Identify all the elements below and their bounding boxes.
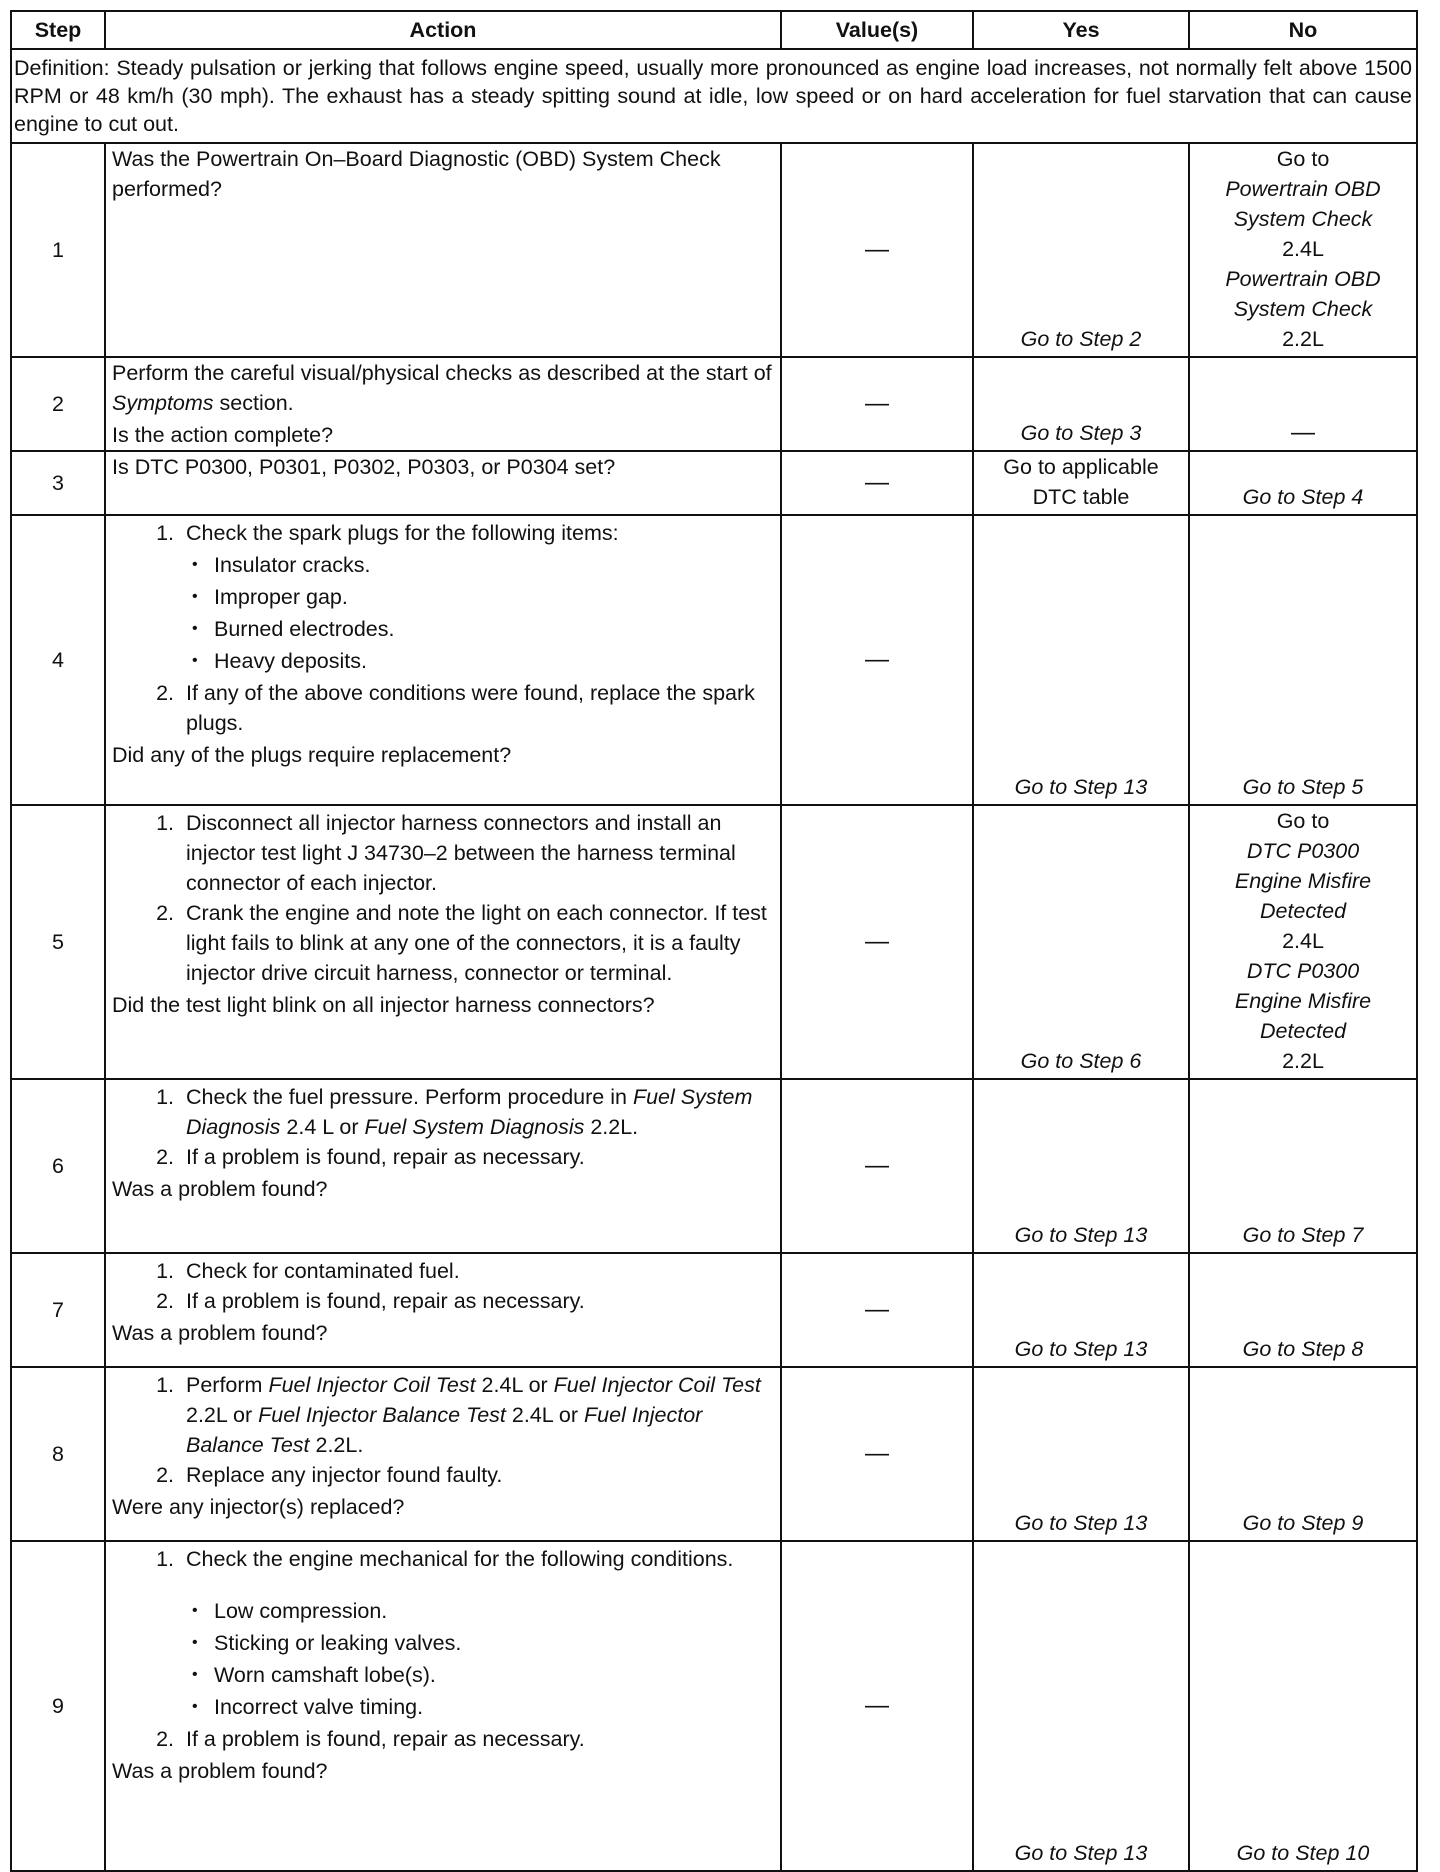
table-row [11,357,1417,451]
action-item: 2. Crank the engine and note the light on each connector. If test light fails to blink at any one of the connectors, it is a faulty injector drive circuit harness, connector or terminal. [180,898,774,988]
value-dash: — [865,236,889,263]
header-step: Step [11,11,105,49]
table-row [11,1367,1417,1541]
no-goto: Go to [1276,147,1330,171]
no-cell [1189,1367,1417,1541]
no-link-24-line1[interactable]: DTC P0300 [1246,839,1360,863]
bullet-item: • Heavy deposits. [214,646,774,676]
value-dash: — [865,646,889,673]
action-cell [105,805,781,1079]
value-cell [781,805,973,1079]
action-list [112,1082,774,1172]
yes-cell [973,451,1189,515]
no-cell [1189,143,1417,357]
no-link-22-line1[interactable]: DTC P0300 [1246,959,1360,983]
table-row [11,515,1417,805]
action-list [112,1256,774,1316]
action-question: Is the action complete? [112,423,334,447]
no-cell [1189,1253,1417,1367]
yes-text-line1[interactable]: Go to applicable [1003,455,1159,479]
no-link-22-variant: 2.2L [1282,327,1324,351]
yes-link[interactable]: Go to Step 6 [1020,1049,1142,1073]
no-cell [1189,1541,1417,1871]
diagnostic-table-page [10,10,1416,1872]
action-text-part: 2.4 L or [280,1115,365,1139]
action-item [180,518,774,676]
step-number: 5 [11,805,105,1079]
value-cell [781,1367,973,1541]
action-question: Was a problem found? [112,1177,328,1201]
action-item [180,1082,774,1142]
table-row [11,143,1417,357]
no-link-24-variant: 2.4L [1282,929,1324,953]
value-cell [781,1541,973,1871]
yes-link[interactable]: Go to Step 13 [1014,1337,1148,1361]
value-cell [781,143,973,357]
action-question: Did any of the plugs require replacement? [112,743,512,767]
coil-test-ref[interactable]: Fuel Injector Coil Test [553,1373,761,1397]
action-text-part: 2.2L. [584,1115,639,1139]
step-number: 4 [11,515,105,805]
yes-cell [973,515,1189,805]
bullet-item: • Insulator cracks. [214,550,774,580]
value-dash: — [865,390,889,417]
step-number: 9 [11,1541,105,1871]
action-text-part: 2.2L or [186,1403,259,1427]
no-cell [1189,515,1417,805]
yes-cell [973,357,1189,451]
value-dash: — [865,1440,889,1467]
no-link-22-line1[interactable]: Powertrain OBD [1225,267,1381,291]
no-dash: — [1291,419,1315,446]
action-item [180,1544,774,1722]
table-row [11,451,1417,515]
action-cell [105,357,781,451]
no-link-24-line2[interactable]: System Check [1233,207,1373,231]
action-item-text: Check the engine mechanical for the following conditions. [186,1547,734,1571]
value-dash: — [865,1296,889,1323]
value-cell [781,451,973,515]
header-no: No [1189,11,1417,49]
step-number: 3 [11,451,105,515]
no-link-24-variant: 2.4L [1282,237,1324,261]
bullet-item: • Improper gap. [214,582,774,612]
yes-cell [973,1367,1189,1541]
yes-link[interactable]: Go to Step 13 [1014,1223,1148,1247]
no-link[interactable]: Go to Step 5 [1242,775,1364,799]
yes-link[interactable]: Go to Step 13 [1014,1841,1148,1865]
yes-link[interactable]: Go to Step 13 [1014,1511,1148,1535]
yes-text-line2[interactable]: DTC table [1032,485,1130,509]
symptoms-reference[interactable]: Symptoms [112,391,214,415]
yes-link[interactable]: Go to Step 3 [1020,421,1142,445]
value-cell [781,357,973,451]
fuel-system-diagnosis-ref[interactable]: Fuel System Diagnosis [364,1115,585,1139]
action-question: Is DTC P0300, P0301, P0302, P0303, or P0304 set? [112,455,616,479]
fuel-system-diagnosis-ref[interactable]: Fuel System Diagnosis [186,1085,753,1139]
action-text [112,358,774,418]
definition-row [11,49,1417,143]
bullet-list [186,1596,774,1722]
value-cell [781,1253,973,1367]
action-item: 2. If a problem is found, repair as necessary. [180,1142,774,1172]
no-link[interactable]: Go to Step 7 [1242,1223,1364,1247]
bullet-item: • Low compression. [214,1596,774,1626]
value-dash: — [865,928,889,955]
no-link[interactable]: Go to Step 4 [1242,485,1364,509]
step-number: 8 [11,1367,105,1541]
action-question: Did the test light blink on all injector harness connectors? [112,993,655,1017]
step-number: 1 [11,143,105,357]
action-list [112,808,774,988]
action-cell [105,143,781,357]
definition-text: Definition: Steady pulsation or jerking that follows engine speed, usually more pronounced as engine load increases, not normally felt above 1500 RPM or 48 km/h (30 mph). The exhaust has a steady spitting sound at idle, low speed or on hard acceleration for fuel starvation that can cause engine to cut out. [11,49,1417,143]
step-number: 7 [11,1253,105,1367]
action-item: 2. If a problem is found, repair as necessary. [180,1724,774,1754]
value-cell [781,515,973,805]
action-cell [105,1253,781,1367]
bullet-item: • Burned electrodes. [214,614,774,644]
action-cell [105,451,781,515]
header-yes: Yes [973,11,1189,49]
action-list [112,518,774,738]
no-link-24-line3[interactable]: Detected [1259,899,1347,923]
no-link[interactable]: Go to Step 10 [1236,1841,1370,1865]
action-question: Was the Powertrain On–Board Diagnostic (OBD) System Check performed? [112,147,721,201]
no-link[interactable]: Go to Step 8 [1242,1337,1364,1361]
yes-link[interactable]: Go to Step 13 [1014,775,1148,799]
bullet-list [186,550,774,676]
action-question: Were any injector(s) replaced? [112,1495,405,1519]
value-cell [781,1079,973,1253]
no-link-22-variant: 2.2L [1282,1049,1324,1073]
action-cell [105,1541,781,1871]
no-goto: Go to [1276,809,1330,833]
value-dash: — [865,1692,889,1719]
header-row [11,11,1417,49]
action-item-text: Check the spark plugs for the following items: [186,521,619,545]
action-text-part: 2.4L or [505,1403,585,1427]
header-values: Value(s) [781,11,973,49]
bullet-item: • Incorrect valve timing. [214,1692,774,1722]
no-link-24-line2[interactable]: Engine Misfire [1234,869,1372,893]
action-item: 1. Disconnect all injector harness connectors and install an injector test light J 34730–2 between the harness terminal connector of each injector. [180,808,774,898]
no-cell [1189,805,1417,1079]
no-cell [1189,357,1417,451]
header-action: Action [105,11,781,49]
action-text-part: section. [213,391,294,415]
table-row [11,1253,1417,1367]
action-cell [105,1367,781,1541]
table-row [11,1079,1417,1253]
action-cell [105,515,781,805]
step-number: 6 [11,1079,105,1253]
action-text-part: Perform the careful visual/physical checks as described at the start of [112,361,772,385]
action-item [180,1370,774,1460]
action-cell [105,1079,781,1253]
action-list [112,1544,774,1754]
diagnostic-table [10,10,1418,1872]
action-item: 2. If any of the above conditions were found, replace the spark plugs. [180,678,774,738]
value-dash: — [865,1152,889,1179]
no-link-24-line1[interactable]: Powertrain OBD [1225,177,1381,201]
no-cell [1189,1079,1417,1253]
yes-cell [973,1541,1189,1871]
balance-test-ref[interactable]: Fuel Injector Balance Test [186,1403,703,1457]
action-list [112,1370,774,1490]
action-question: Was a problem found? [112,1759,328,1783]
action-item: 2. If a problem is found, repair as necessary. [180,1286,774,1316]
balance-test-ref[interactable]: Fuel Injector Balance Test [258,1403,506,1427]
step-number: 2 [11,357,105,451]
no-cell [1189,451,1417,515]
action-question: Was a problem found? [112,1321,328,1345]
no-link-22-line3[interactable]: Detected [1259,1019,1347,1043]
action-text-part: Check the fuel pressure. Perform procedure in [186,1085,633,1109]
no-link[interactable]: Go to Step 9 [1242,1511,1364,1535]
action-item: 2. Replace any injector found faulty. [180,1460,774,1490]
bullet-item: • Sticking or leaking valves. [214,1628,774,1658]
yes-cell [973,1253,1189,1367]
yes-cell [973,1079,1189,1253]
table-row [11,805,1417,1079]
action-text-part: 2.4L or [475,1373,554,1397]
action-text-part: Perform [186,1373,269,1397]
action-text-part: 2.2L. [309,1433,364,1457]
yes-cell [973,805,1189,1079]
no-link-22-line2[interactable]: Engine Misfire [1234,989,1372,1013]
value-dash: — [865,469,889,496]
yes-link[interactable]: Go to Step 2 [1020,327,1142,351]
bullet-item: • Worn camshaft lobe(s). [214,1660,774,1690]
coil-test-ref[interactable]: Fuel Injector Coil Test [268,1373,476,1397]
table-row [11,1541,1417,1871]
yes-cell [973,143,1189,357]
no-link-22-line2[interactable]: System Check [1233,297,1373,321]
action-item: 1. Check for contaminated fuel. [180,1256,774,1286]
